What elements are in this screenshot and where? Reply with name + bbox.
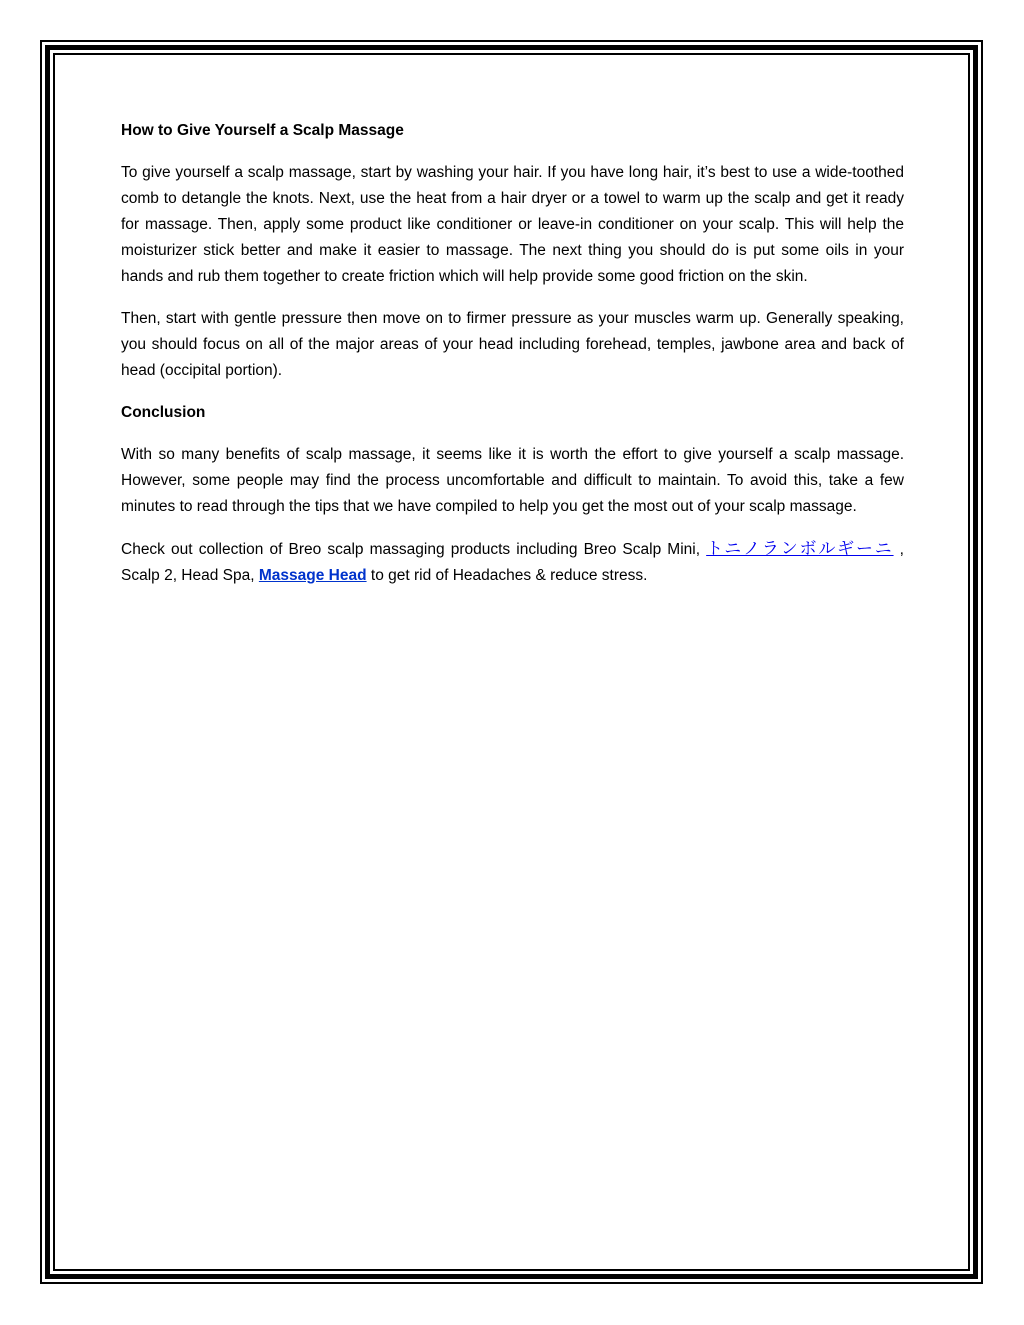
document-body — [121, 118, 904, 605]
paragraph-instructions: To give yourself a scalp massage, start by washing your hair. If you have long hair, it’s best to use a wide-toothed comb to detangle the knots. Next, use the heat from a hair dryer or a towel to warm up the scalp and get it ready for massage. Then, apply some product like conditioner or leave-in conditioner on your scalp. This will help the moisturizer stick better and make it easier to massage. The next thing you should do is put some oils in your hands and rub them together to create friction which will help provide some good friction on the skin. — [121, 164, 904, 285]
products-text-before: Check out collection of Breo scalp massaging products including Breo Scalp Mini, — [121, 541, 707, 558]
paragraph-conclusion: With so many benefits of scalp massage, it seems like it is worth the effort to give yourself a scalp massage. However, some people may find the process uncomfortable and difficult to maintain. To avoid this, take a few minutes to read through the tips that we have compiled to help you get the most out of your scalp massage. — [121, 446, 904, 515]
section-heading-conclusion: Conclusion — [121, 404, 206, 421]
paragraph-products — [121, 536, 904, 589]
products-text-after: to get rid of Headaches & reduce stress. — [366, 567, 648, 584]
products-text-middle: , Scalp 2, Head Spa, — [121, 541, 904, 584]
paragraph-pressure: Then, start with gentle pressure then move on to firmer pressure as your muscles warm up. Generally speaking, you should focus on all of the major areas of your head including forehead, temples, jawbone area and back of head (occipital portion). — [121, 310, 904, 379]
link-tonino-lamborghini[interactable]: トニノランボルギーニ — [706, 539, 894, 559]
section-heading-how-to: How to Give Yourself a Scalp Massage — [121, 122, 404, 139]
link-massage-head[interactable]: Massage Head — [258, 567, 367, 584]
